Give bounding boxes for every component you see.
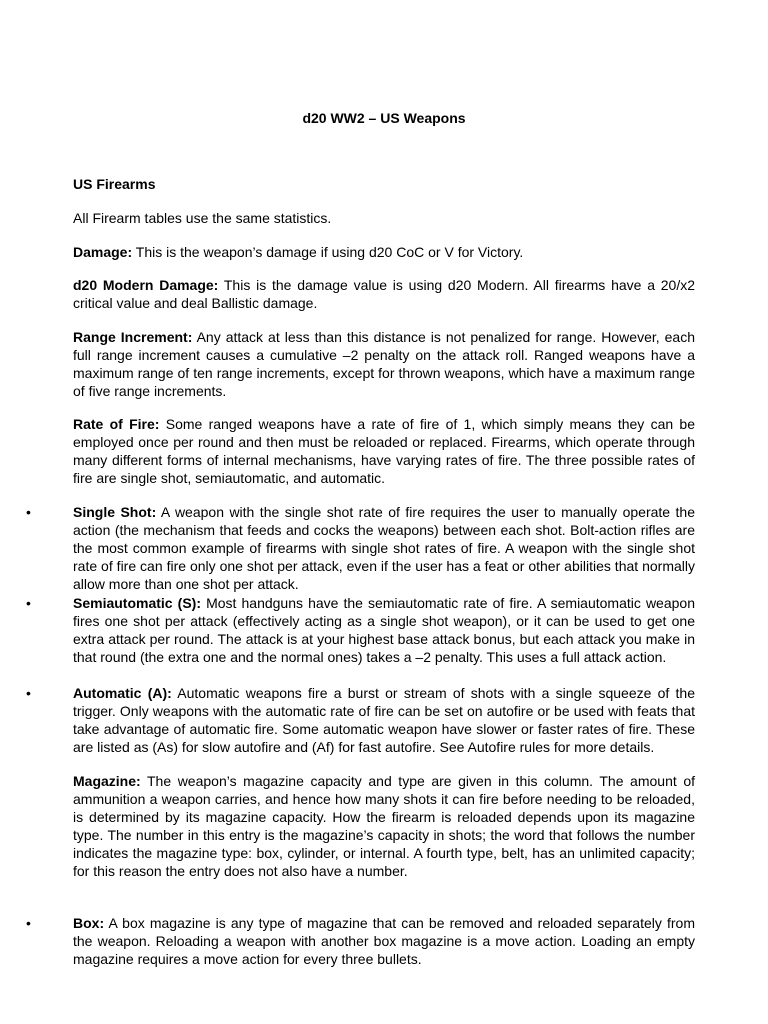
semiautomatic-term: Semiautomatic (S): xyxy=(73,595,201,611)
single-shot-text: A weapon with the single shot rate of fire requires the user to manually operate the action (the mechanism that feeds and cocks the weapons) between each shot. Bolt-action rifles are the most common example of firearms with single shot rates of fire. A weapon with the single shot rate of fire can fire only one shot per attack, even if the user has a feat or other abilities that normally allow more than one shot per attack. xyxy=(73,504,695,592)
rate-of-fire-text: Some ranged weapons have a rate of fire of 1, which simply means they can be employed once per round and then must be reloaded or replaced. Firearms, which operate through many different forms of internal mechanisms, have varying rates of fire. The three possible rates of fire are single shot, semiautomatic, and automatic. xyxy=(73,416,695,486)
magazine-term: Magazine: xyxy=(73,773,141,789)
magazine-text: The weapon’s magazine capacity and type are given in this column. The amount of ammunition a weapon carries, and hence how many shots it can fire before needing to be reloaded, is determined by its magazine capacity. How the firearm is reloaded depends upon its magazine type. The number in this entry is the magazine’s capacity in shots; the word that follows the number indicates the magazine type: box, cylinder, or internal. A fourth type, belt, has an unlimited capacity; for this reason the entry does not also have a number. xyxy=(73,773,695,879)
range-increment-paragraph xyxy=(73,328,695,400)
bullet-icon: • xyxy=(26,685,31,701)
damage-paragraph xyxy=(73,243,695,261)
section-heading: US Firearms xyxy=(73,176,156,192)
bullet-icon: • xyxy=(26,915,31,931)
box-term: Box: xyxy=(73,915,105,931)
single-shot-list-item xyxy=(26,503,695,593)
automatic-text: Automatic weapons fire a burst or stream of shots with a single squeeze of the trigger. Only weapons with the automatic rate of fire can be set on autofire or be used with feats that take advantage of automatic fire. Some automatic weapon have slower or faster rates of fire. These are listed as (As) for slow autofire and (Af) for fast autofire. See Autofire rules for more details. xyxy=(73,685,696,755)
intro-paragraph: All Firearm tables use the same statistics. xyxy=(73,210,332,226)
bullet-icon: • xyxy=(26,595,31,611)
modern-damage-paragraph xyxy=(73,276,695,312)
range-increment-text: Any attack at less than this distance is not penalized for range. However, each full range increment causes a cumulative –2 penalty on the attack roll. Ranged weapons have a maximum range of ten range increments, except for thrown weapons, which have a maximum range of five range increments. xyxy=(73,329,696,399)
range-increment-term: Range Increment: xyxy=(73,329,193,345)
rate-of-fire-paragraph xyxy=(73,415,695,487)
modern-damage-text: This is the damage value is using d20 Modern. All firearms have a 20/x2 critical value and deal Ballistic damage. xyxy=(73,277,695,311)
magazine-paragraph xyxy=(73,772,695,880)
modern-damage-term: d20 Modern Damage: xyxy=(73,277,219,293)
bullet-icon: • xyxy=(26,504,31,520)
semiautomatic-text: Most handguns have the semiautomatic rate of fire. A semiautomatic weapon fires one shot per attack (effectively acting as a single shot weapon), or it can be used to get one extra attack per round. The attack is at your highest base attack bonus, but each attack you make in that round (the extra one and the normal ones) takes a –2 penalty. This uses a full attack action. xyxy=(73,595,695,665)
box-list-item xyxy=(26,914,695,968)
damage-text: This is the weapon’s damage if using d20 CoC or V for Victory. xyxy=(132,244,524,260)
document-title: d20 WW2 – US Weapons xyxy=(302,110,466,126)
box-text: A box magazine is any type of magazine that can be removed and reloaded separately from the weapon. Reloading a weapon with another box magazine is a move action. Loading an empty magazine requires a move action for every three bullets. xyxy=(73,915,695,967)
rate-of-fire-term: Rate of Fire: xyxy=(73,416,160,432)
semiautomatic-list-item xyxy=(26,594,695,666)
automatic-term: Automatic (A): xyxy=(73,685,172,701)
single-shot-term: Single Shot: xyxy=(73,504,157,520)
damage-term: Damage: xyxy=(73,244,133,260)
automatic-list-item xyxy=(26,684,696,756)
